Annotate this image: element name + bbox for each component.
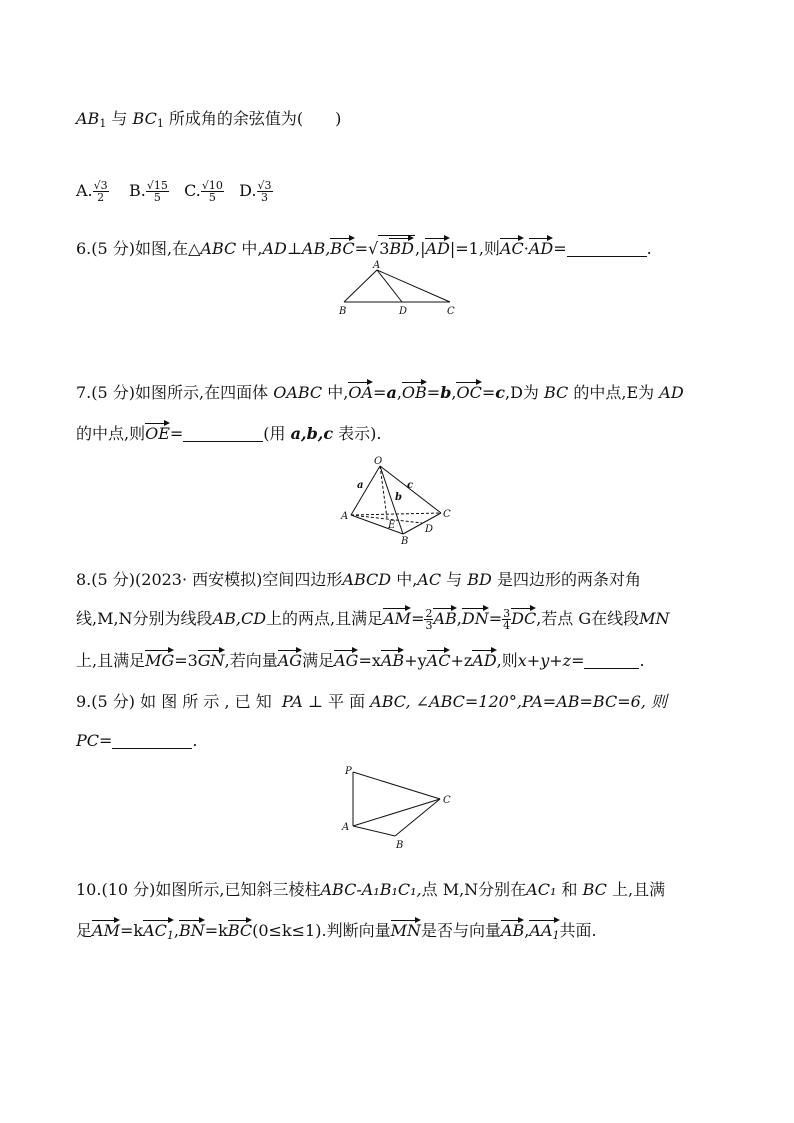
q7-line2: 的中点,则OE= (用 a,b,c 表示).: [76, 421, 382, 444]
q9-figure: [335, 762, 465, 852]
label-A: A: [341, 511, 349, 522]
q8-line2: 线,M,N分别为线段AB,CD上的两点,且满足AM= $\frac{2}{3}$ AB,DN= $\frac{3}{4}$ DC,若点 G在线段MN: [76, 607, 670, 632]
label-C: C: [443, 509, 451, 520]
q9-line2: PC= .: [76, 731, 198, 750]
label-D: D: [399, 306, 408, 317]
label-D: D: [425, 524, 434, 535]
answer-blank[interactable]: [183, 427, 263, 442]
q7-line1: 7.(5 分)如图所示,在四面体 OABC 中,OA=a,OB=b,OC=c,D为 BC 的中点,E为 AD: [76, 380, 684, 403]
label-C: C: [443, 795, 451, 806]
q6-figure: [330, 258, 470, 318]
option-a[interactable]: A. $\frac{√3}{2}$: [76, 179, 108, 204]
label-A: A: [373, 260, 381, 271]
answer-blank[interactable]: [567, 242, 647, 257]
label-C: C: [447, 306, 455, 317]
label-B: B: [339, 306, 347, 317]
answer-blank[interactable]: [112, 734, 192, 749]
option-b[interactable]: B. $\frac{√15}{5}$: [129, 179, 168, 204]
q5-stem: $AB_1$ 与 $BC_1$ 所成角的余弦值为( ): [76, 109, 342, 130]
option-c[interactable]: C. $\frac{√10}{5}$: [184, 179, 223, 204]
label-A: A: [342, 822, 350, 833]
label-a: a: [357, 480, 364, 491]
option-d[interactable]: D. $\frac{√3}{3}$: [239, 179, 272, 204]
label-B: B: [396, 840, 404, 851]
q7-figure: [335, 452, 465, 547]
label-b: b: [395, 492, 402, 503]
q10-line2: 足AM=kAC$_1$,BN=kBC(0≤k≤1).判断向量MN是否与向量$AB,AA_1$共面.: [76, 918, 597, 942]
label-O: O: [374, 456, 383, 467]
q9-line1: 9.(5 分) 如 图 所 示 , 已 知 PA ⊥ 平 面 ABC, ∠ABC=120°,PA=AB=BC=6, 则: [76, 692, 667, 711]
q10-line1: 10.(10 分)如图所示,已知斜三棱柱ABC-A₁B₁C₁,点 M,N分别在AC₁ 和 BC 上,且满: [76, 880, 666, 899]
label-B: B: [401, 536, 409, 547]
q6-stem: 6.(5 分)如图,在△ABC 中,AD⊥AB,BC=√3BD,|AD|=1,则AC·AD= .: [76, 235, 652, 259]
label-P: P: [345, 766, 352, 777]
label-c: c: [407, 480, 414, 491]
q5-options: [76, 180, 273, 203]
q8-line1: 8.(5 分)(2023· 西安模拟)空间四边形ABCD 中,AC 与 BD 是四边形的两条对角: [76, 570, 641, 589]
label-E: E: [388, 520, 396, 531]
answer-blank[interactable]: [584, 654, 639, 669]
q8-line3: 上,且满足MG=3GN,若向量AG满足AG=xAB+yAC+zAD,则x+y+z= .: [76, 648, 645, 671]
